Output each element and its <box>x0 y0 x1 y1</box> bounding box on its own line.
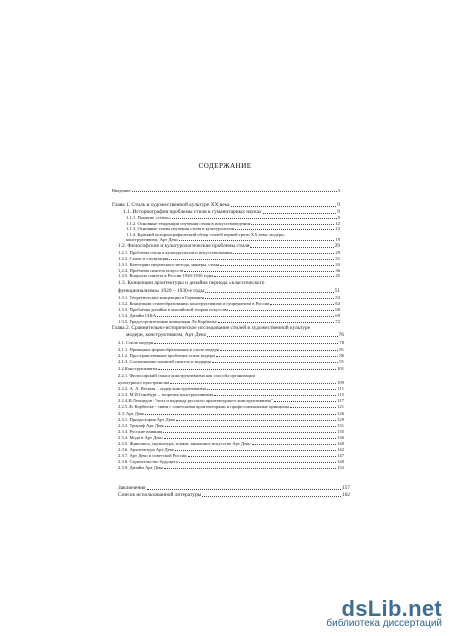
toc-entry-title: 1.3.1. Теоретические концепции в Германии <box>118 295 205 300</box>
dot-leader <box>205 291 333 293</box>
toc-entry <box>123 209 340 215</box>
toc-entry-page: 136 <box>337 435 344 440</box>
toc-entry-title: конструктивизм, Арт Деко <box>126 237 178 242</box>
dot-leader <box>263 212 337 214</box>
toc-entry-title: 1.2.1. Проблема стиля в культурологии и искусствознании <box>118 250 232 255</box>
toc-entry <box>118 429 344 434</box>
toc-entry <box>118 441 344 446</box>
toc-entry-page: 126 <box>337 411 344 416</box>
toc-entry <box>118 380 344 385</box>
toc-entry <box>118 423 344 428</box>
toc-entry <box>118 307 340 312</box>
toc-entry: 2.2.1. Философский смысл конструктивизма как способа организации <box>118 373 255 378</box>
toc-entry <box>118 301 340 306</box>
toc-entry-page: 69 <box>335 313 340 318</box>
toc-entry-page: 109 <box>337 379 344 385</box>
toc-entry <box>118 386 344 391</box>
toc-entry-title: 2.3. Арт Деко <box>118 411 145 416</box>
toc-entry-page: 140 <box>337 441 344 446</box>
toc-entry-title: 1.2. Философские и культурологические проблемы стиля <box>118 243 250 249</box>
dot-leader <box>207 388 337 390</box>
toc-entry-title: 1.3.5. Вопросы синтеза в России 1920-1930 годы <box>118 273 214 278</box>
page-title: СОДЕРЖАНИЕ <box>198 162 252 170</box>
toc-entry-page: 51 <box>334 288 340 294</box>
toc-entry-title: 2.3.2. Триумф Арт Деко <box>118 423 165 428</box>
toc-entry-page: 117 <box>337 398 344 403</box>
toc-entry-page: 9 <box>337 208 340 215</box>
toc-entry <box>118 288 340 294</box>
toc-entry <box>126 215 340 220</box>
toc-entry <box>118 256 340 261</box>
toc-entry-page: 111 <box>337 386 344 391</box>
toc-entry-page: 101 <box>337 366 344 371</box>
dot-leader <box>202 495 341 497</box>
dot-leader <box>290 406 336 408</box>
toc-entry-page: 131 <box>337 423 344 428</box>
toc-entry-page: 86 <box>339 352 344 358</box>
toc-entry-page: 68 <box>335 307 340 312</box>
toc-entry <box>118 359 344 364</box>
toc-entry-title: культурного пространства <box>118 379 170 385</box>
toc-entry-title: 2.3.7. Арт Деко в советской России <box>118 453 187 458</box>
toc-entry <box>118 347 344 352</box>
toc-entry-page: 91 <box>339 358 344 364</box>
toc-entry <box>112 202 340 208</box>
dot-leader <box>132 190 337 192</box>
toc-entry-title: 1.3.4. Дизайн США <box>118 313 157 318</box>
toc-entry-page: 29 <box>335 250 340 255</box>
dot-leader <box>233 252 334 254</box>
toc-entry-title: 2.1.1. Принципы формообразования в стиле модерн <box>118 346 220 352</box>
toc-entry-title: 1.3.2. Концепции стилеобразования: конструктивизм и супрематизм в России <box>118 301 270 306</box>
toc-entry <box>118 295 340 300</box>
toc-entry-page: 33 <box>335 262 340 267</box>
toc-entry-title: Глава 1. Стиль в художественной культуре ХХ века <box>112 202 230 208</box>
toc-entry-title: 2.3.9. Дизайн Арт Деко <box>118 465 164 470</box>
toc-entry: Глава 2. Сравнительно-историческое исследование стилей в художественной культуре <box>112 325 311 331</box>
toc-entry-title: 1.2.2. Стиль и стилизация <box>118 256 169 261</box>
dot-leader <box>214 394 336 396</box>
dot-leader <box>163 431 336 433</box>
toc-entry <box>126 221 340 226</box>
toc-entry-title: 2.1.3. Соотношение понятий синтеза и модерна <box>118 358 211 364</box>
dot-leader <box>179 239 335 241</box>
toc-entry <box>118 485 350 491</box>
toc-entry-page: 36 <box>335 267 340 273</box>
dot-leader <box>270 303 334 305</box>
toc-entry <box>118 435 344 440</box>
toc-entry <box>118 366 344 371</box>
toc-entry-page: 152 <box>337 465 344 470</box>
toc-entry <box>118 411 344 416</box>
dot-leader <box>165 425 336 427</box>
toc-entry <box>118 459 344 464</box>
toc-entry-title: Список использованной литературы <box>118 492 202 498</box>
toc-entry-title: 1.1.2. Основные тенденции изучения стиля в искусствоведении <box>126 220 251 226</box>
toc-entry-title: 2.3.5. Живопись, скульптура, плакат, киношное искусство Арт Деко <box>118 441 251 446</box>
toc-entry-page: 19 <box>335 237 340 242</box>
toc-entry-page: 53 <box>335 295 340 300</box>
toc-entry-title: 1.1.3. Основные этапы изучения стиля в культурологии <box>126 226 235 231</box>
toc-entry-title: 1.2.4. Проблема синтеза искусств <box>118 267 184 273</box>
toc-entry-page: 162 <box>341 492 350 498</box>
toc-entry-page: 115 <box>337 392 344 397</box>
toc-entry <box>118 465 344 470</box>
toc-entry-title: 2.2.2. А. А. Веснин – лидер конструктивизма <box>118 386 206 391</box>
toc-entry-title: функционализма» 1920 – 1930-е годы <box>118 288 205 294</box>
dot-leader <box>250 246 333 248</box>
toc-entry-page: 31 <box>335 256 340 261</box>
toc-entry <box>118 353 344 358</box>
toc-entry-title: 2.2.5.Ле Корбюзье - связи с советскими архитекторами и профессиональные принципы <box>118 404 290 409</box>
dot-leader <box>158 368 336 370</box>
toc-entry-title: 2.1. Стиль модерн <box>118 340 154 345</box>
toc-entry <box>118 273 340 278</box>
toc-entry <box>118 313 340 318</box>
watermark[interactable] <box>292 596 442 629</box>
dot-leader <box>214 275 334 277</box>
dot-leader <box>231 205 337 207</box>
toc-entry-page: 78 <box>339 340 344 345</box>
dot-leader <box>207 335 337 337</box>
toc-entry-title: Введение <box>112 188 131 193</box>
dot-leader <box>164 467 336 469</box>
toc-entry-title: 1.1. Историография проблемы стиля в гуманитарных науках <box>123 208 262 215</box>
toc-entry-page: 135 <box>337 429 344 434</box>
dot-leader <box>216 355 339 357</box>
dot-leader <box>172 217 337 219</box>
dot-leader <box>274 400 337 402</box>
toc-entry-page: 12 <box>335 220 340 226</box>
toc-entry-title: 2.3.4. Мода в Арт Деко <box>118 435 163 440</box>
dot-leader <box>176 419 336 421</box>
dot-leader <box>205 297 334 299</box>
toc-entry <box>118 417 344 422</box>
dot-leader <box>235 228 334 230</box>
toc-entry-title: 2.1.2. Пространственные проблемы стиля модерн <box>118 352 215 358</box>
toc-entry-title: Заключение <box>118 485 146 491</box>
toc-entry-title: 2.2.3. М.Я.Гинзбург – теоретик конструктивизма <box>118 392 214 397</box>
toc-entry-title: 2.3.8. Строительство будущего <box>118 459 179 464</box>
toc-entry <box>118 392 344 397</box>
dot-leader <box>164 437 336 439</box>
toc-entry <box>118 398 344 403</box>
toc-entry: 1.1.4. Краткий историографический обзор стилей первой трети ХХ века: модерн, <box>126 231 285 237</box>
watermark-logo: dsLib.net <box>341 596 442 621</box>
toc-entry-page: 45 <box>335 273 340 278</box>
toc-entry-page: 9 <box>337 215 340 220</box>
toc-entry-page: 9 <box>337 202 340 208</box>
dot-leader <box>157 315 334 317</box>
dot-leader <box>170 382 336 384</box>
toc-entry-page: 149 <box>337 459 344 464</box>
toc-entry-page: 157 <box>341 485 350 491</box>
toc-entry <box>112 188 340 193</box>
toc-entry <box>126 237 340 242</box>
dot-leader <box>169 258 334 260</box>
toc-entry: 1.3. Концепции архитектуры и дизайна периода «классического <box>118 280 265 286</box>
toc-entry <box>118 262 340 267</box>
toc-entry <box>118 250 340 255</box>
toc-entry <box>118 268 340 273</box>
toc-entry <box>126 226 340 231</box>
dot-leader <box>218 321 335 323</box>
dot-leader <box>145 413 336 415</box>
toc-entry-page: 29 <box>334 243 340 249</box>
toc-entry-title: 2.3.3. Русские влияния <box>118 429 163 434</box>
toc-entry <box>118 404 344 409</box>
dot-leader <box>147 488 341 490</box>
dot-leader <box>179 461 336 463</box>
toc-entry <box>118 492 350 498</box>
toc-entry-title: 2.2.Конструктивизм <box>118 366 158 371</box>
toc-entry-page: 129 <box>337 417 344 422</box>
toc-entry-page: 81 <box>339 346 344 352</box>
toc-entry-page: 142 <box>337 447 344 452</box>
dot-leader <box>220 264 334 266</box>
dot-leader <box>251 223 334 225</box>
toc-entry-title: 1.1.1. Понятие «стиль» <box>126 215 171 220</box>
toc-entry-page: 13 <box>335 226 340 231</box>
toc-entry-page: 3 <box>337 188 340 193</box>
toc-entry-title: 2.3.6. Архитектура Арт Деко <box>118 447 175 452</box>
toc-entry <box>118 340 344 345</box>
toc-entry-title: 1.3.5. Градостроительные концепции Ле Корбюзье <box>118 319 217 324</box>
toc-entry-page: 147 <box>337 453 344 458</box>
watermark-subtitle: библиотека диссертаций <box>326 618 442 629</box>
dot-leader <box>184 270 334 272</box>
toc-entry-title: 1.3.1. Категории творческого метода, манеры, стиля <box>118 262 220 267</box>
toc-entry-page: 62 <box>335 301 340 306</box>
toc-entry-title: 2.2.4.И.Леонидов -"поэт и надежда русского архитектурного конструктивизма" <box>118 398 273 403</box>
toc-entry <box>126 332 344 338</box>
dot-leader <box>212 361 339 363</box>
toc-entry-title: модерн, конструктивизм, Арт Деко <box>126 332 207 338</box>
toc-entry <box>118 447 344 452</box>
toc-entry <box>118 453 344 458</box>
toc-entry-page: 72 <box>335 319 340 324</box>
dot-leader <box>175 449 336 451</box>
toc-entry-title: 2.3.1. Предыстория Арт Деко <box>118 417 176 422</box>
toc-entry-page: 121 <box>337 404 344 409</box>
dot-leader <box>154 342 338 344</box>
dot-leader <box>220 349 338 351</box>
toc-entry-title: 1.3.3. Проблемы дизайна в английской теории искусства <box>118 307 229 312</box>
toc-entry <box>118 243 340 249</box>
dot-leader <box>229 309 334 311</box>
toc-entry <box>118 319 340 324</box>
dot-leader <box>188 455 337 457</box>
dot-leader <box>252 443 337 445</box>
toc-entry-page: 76 <box>338 332 344 338</box>
